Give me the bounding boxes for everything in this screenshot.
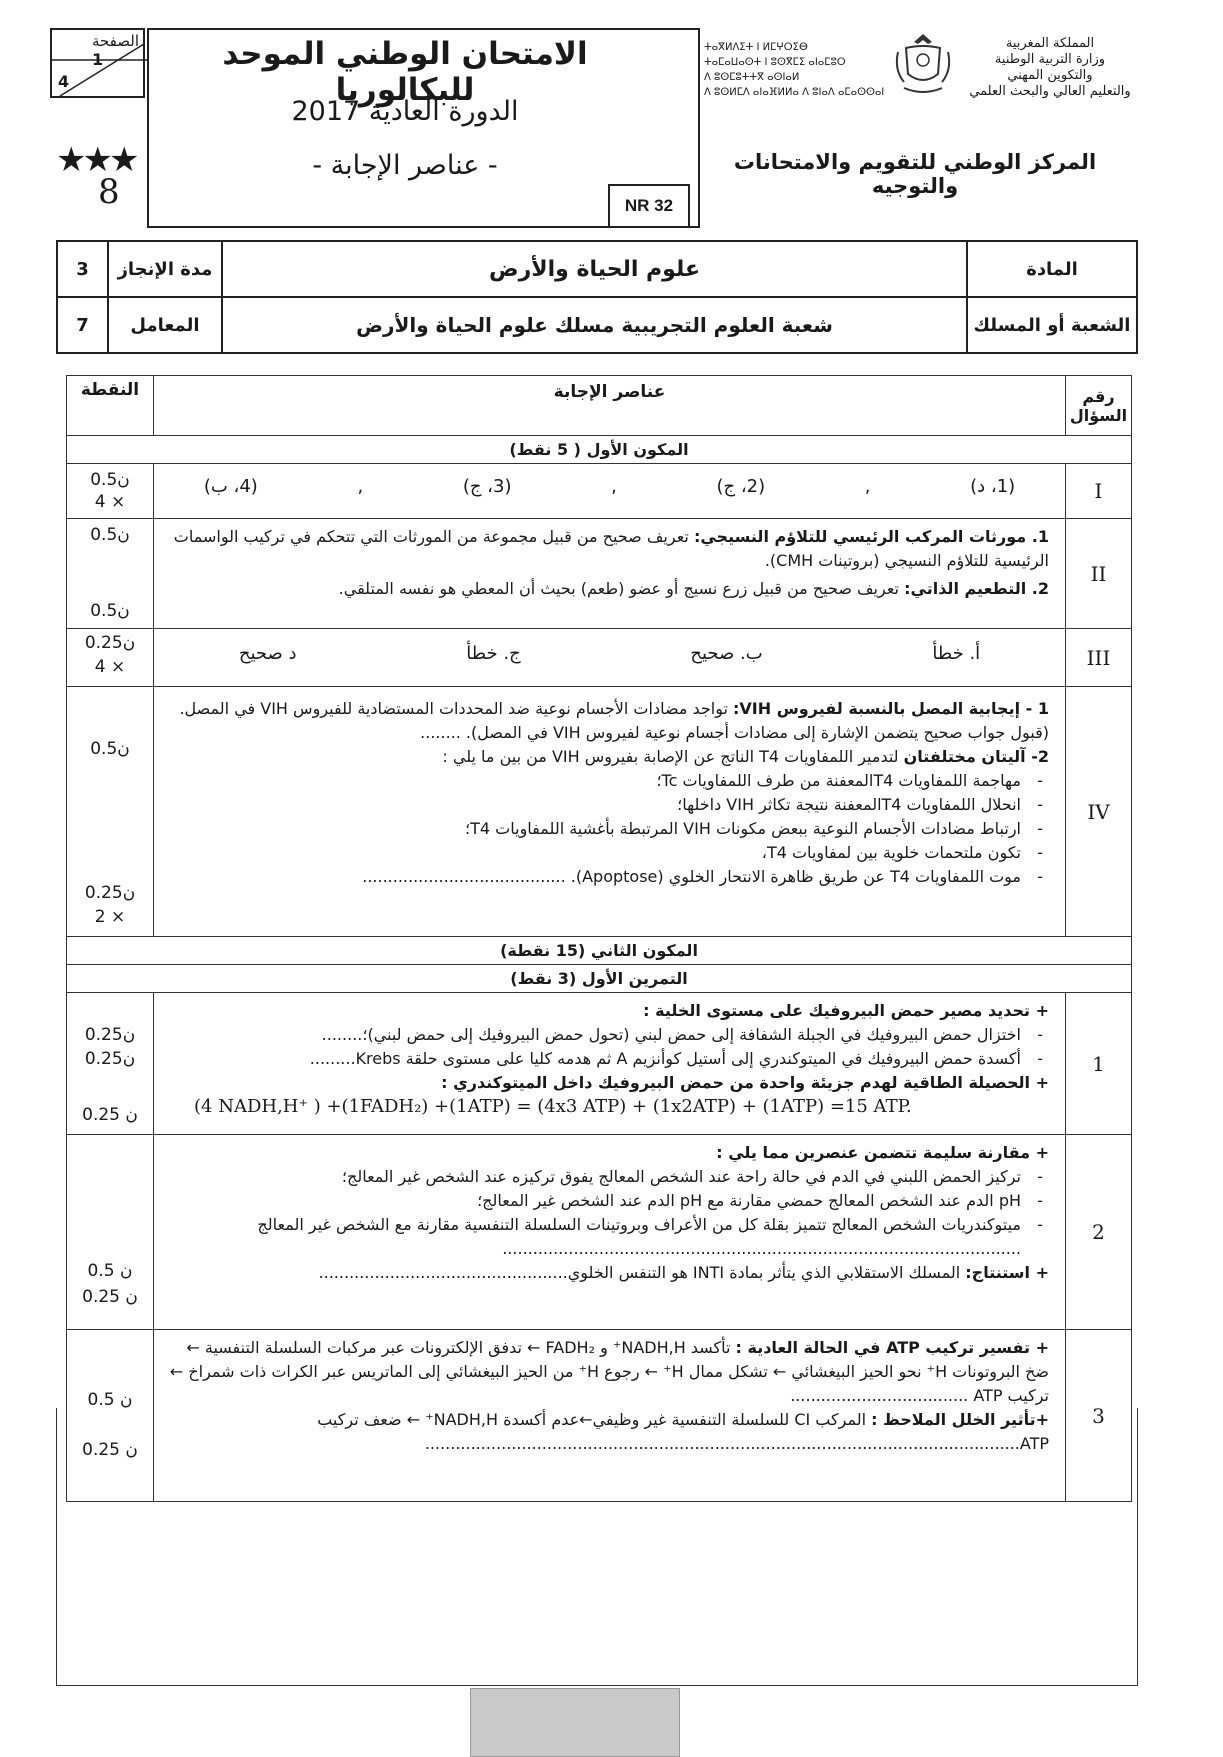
table-bottom-border (56, 1408, 1138, 1686)
question-number: III (1066, 629, 1132, 687)
page-label: الصفحة (91, 32, 139, 50)
answer-item: ج. خطأ (466, 643, 521, 664)
answer-item: (2، ج) (716, 476, 766, 497)
page-number-box (50, 28, 145, 98)
page-total: 4 (58, 72, 70, 91)
answer-cell (154, 629, 1066, 687)
stream-value: شعبة العلوم التجريبية مسلك علوم الحياة والأرض (222, 297, 967, 353)
answer-item: (4، ب) (203, 476, 258, 497)
scan-artifact (470, 1688, 680, 1757)
points-cell: 0.5ن 0.5ن (67, 519, 154, 629)
question-row-II (67, 519, 1132, 629)
answer-item: ب. صحيح (690, 643, 763, 664)
subject-label: المادة (967, 241, 1137, 297)
energy-formula: (4 NADH,H⁺ ) +(1FADH₂) +(1ATP) = (4x3 ATP) + (1x2ATP) + (1ATP) =15 ATP. (194, 1096, 912, 1117)
answer-item: د صحيح (238, 643, 297, 664)
exam-title: الامتحان الوطني الموحد للبكالوريا (222, 36, 588, 108)
points-cell: 0.5ن 4 × (67, 464, 154, 519)
duration-label: مدة الإنجاز (108, 241, 222, 297)
handwritten-mark: 8 (98, 172, 120, 212)
question-number: IV (1066, 687, 1132, 937)
points-cell: 0.5ن 0.25ن 2 × (67, 687, 154, 937)
part1-title: المكون الأول ( 5 نقط) (67, 436, 1132, 464)
coef-value: 7 (57, 297, 108, 353)
exam-session: الدورة العادية 2017 (291, 96, 519, 127)
question-number: II (1066, 519, 1132, 629)
question-number: 2 (1066, 1135, 1132, 1330)
col-question-header: رقم السؤال (1066, 376, 1132, 436)
subject-value: علوم الحياة والأرض (222, 241, 967, 297)
question-row-IV (67, 687, 1132, 937)
answer-cell: + تحديد مصير حمض البيروفيك على مستوى الخلية : - اختزال حمض البيروفيك في الجبلة الشفافة إلى حمض لبني (تحول حمض البيروفيك إلى حمض لبني)؛........ - أكسدة حمض البيروفيك في الميتوكندري إلى أستيل كوأنزيم A ثم هدمه كليا على مستوى حلقة Krebs......... + الحصيلة الطاقية لهدم جزيئة واحدة من حمض البيروفيك داخل الميتوكندري : (4 NADH,H⁺ ) +(1FADH₂) +(1ATP) = (4x3 ATP) + (1x2ATP) + (1ATP) =15 ATP. (154, 993, 1066, 1135)
answer-cell: 1 - إيجابية المصل بالنسبة لفيروس VIH: تواجد مضادات الأجسام نوعية ضد المحددات المستضادية للفيروس VIH في المصل. (قبول جواب صحيح يتضمن الإشارة إلى مضادات أجسام نوعية لفيروس VIH في المصل). ........ 2- آليتان مختلفتان لتدمير اللمفاويات T4 الناتج عن الإصابة بفيروس VIH من بين ما يلي : - مهاجمة اللمفاويات T4المعفنة من طرف اللمفاويات Tc؛ - انحلال اللمفاويات T4المعفنة نتيجة تكاثر VIH داخلها؛ - ارتباط مضادات الأجسام النوعية ببعض مكونات VIH المرتبطة بأغشية اللمفاويات T4؛ - تكون ملتحمات خلوية بين لمفاويات T4، - موت اللمفاويات T4 عن طريق ظاهرة الانتحار الخلوي (Apoptose). ........................................ (154, 687, 1066, 937)
answer-table (66, 375, 1132, 1502)
question-number: 3 (1066, 1330, 1132, 1502)
difficulty-stars: ★★★ (56, 140, 136, 180)
stream-label: الشعبة أو المسلك (967, 297, 1137, 353)
tifinagh-header: ⵜⴰⴳⵍⴷⵉⵜ ⵏ ⵍⵎⵖⵔⵉⴱ ⵜⴰⵎⴰⵡⴰⵙⵜ ⵏ ⵓⵙⴳⵎⵉ ⴰⵏⴰⵎⵓⵔ ⴷ ⵓⵙⵎⵓⵜⵜⴳ ⴰⵙⵏⴰⵍ ⴷ ⵓⵙⵍⵎⴷ ⴰⵏⴰⴼⵍⵍⴰ ⴷ ⵓⵏⴰⴷ ⴰⵎⴰⵙⵙⴰⵏ (704, 42, 885, 98)
question-row-I (67, 464, 1132, 519)
answer-item: (1، د) (970, 476, 1016, 497)
answer-cell: + تفسير تركيب ATP في الحالة العادية : تأكسد NADH,H⁺ و FADH₂ ← تدفق الإلكترونات عبر مركبات السلسلة التنفسية ← ضخ البروتونات H⁺ نحو الحيز البيغشائي ← تشكل ممال H⁺ ← رجوع H⁺ من الحيز البيغشائي إلى الماتريس عبر الكرات ذات شمراخ ← تركيب ATP ................................... +تأثير الخلل الملاحظ : المركب CI للسلسلة التنفسية غير وظيفي←عدم أكسدة NADH,H⁺ ← ضعف تركيب ATP..................................................................................................................... (154, 1330, 1066, 1502)
answer-item: أ. خطأ (932, 643, 981, 664)
ministry-header: المملكة المغربية وزارة التربية الوطنية والتكوين المهني والتعليم العالي والبحث العلمي (969, 36, 1131, 99)
subject-info-table (56, 240, 1138, 354)
answer-item: (3، ج) (462, 476, 512, 497)
question-row-2 (67, 1135, 1132, 1330)
coat-of-arms-icon (892, 30, 954, 100)
points-cell: 0.25ن 4 × (67, 629, 154, 687)
part2-title: المكون الثاني (15 نقطة) (67, 937, 1132, 965)
col-points-header: النقطة (67, 376, 154, 436)
doc-type: - عناصر الإجابة - (312, 150, 498, 181)
center-name: المركز الوطني للتقويم والامتحانات والتوجيه (733, 150, 1097, 198)
exercise1-title: التمرين الأول (3 نقط) (67, 965, 1132, 993)
question-number: I (1066, 464, 1132, 519)
points-cell: 0.5 ن 0.25 ن (67, 1135, 154, 1330)
answer-cell: + مقارنة سليمة تتضمن عنصرين مما يلي : - تركيز الحمض اللبني في الدم في حالة راحة عند الشخص المعالج يفوق تركيزه عند الشخص غير المعالج؛ - pH الدم عند الشخص المعالج حمضي مقارنة مع pH الدم عند الشخص غير المعالج؛ - ميتوكندريات الشخص المعالج تتميز بقلة كل من الأعراف وبروتينات السلسلة التنفسية مقارنة مع الشخص غير المعالج ...................................................................................................... + استنتاج: المسلك الاستقلابي الذي يتأثر بمادة INTI هو التنفس الخلوي................................................. (154, 1135, 1066, 1330)
page-current: 1 (92, 50, 104, 69)
question-row-1 (67, 993, 1132, 1135)
points-cell: 0.25ن 0.25ن 0.25 ن (67, 993, 154, 1135)
points-cell: 0.5 ن 0.25 ن (67, 1330, 154, 1502)
question-row-III (67, 629, 1132, 687)
col-answer-header: عناصر الإجابة (154, 376, 1066, 436)
answer-cell: 1. مورثات المركب الرئيسي للتلاؤم النسيجي: تعريف صحيح من قبيل مجموعة من المورثات التي تتحكم في تركيب الواسمات الرئيسية للتلاؤم النسيجي (بروتينات CMH). 2. التطعيم الذاتي: تعريف صحيح من قبيل زرع نسيج أو عضو (طعم) بحيث أن المعطي هو نفسه المتلقي. (154, 519, 1066, 629)
answer-cell: (1، د) , (2، ج) , (3، ج) , (4، ب) (154, 464, 1066, 519)
coef-label: المعامل (108, 297, 222, 353)
exam-code: NR 32 (608, 184, 690, 228)
question-number: 1 (1066, 993, 1132, 1135)
duration-value: 3 (57, 241, 108, 297)
